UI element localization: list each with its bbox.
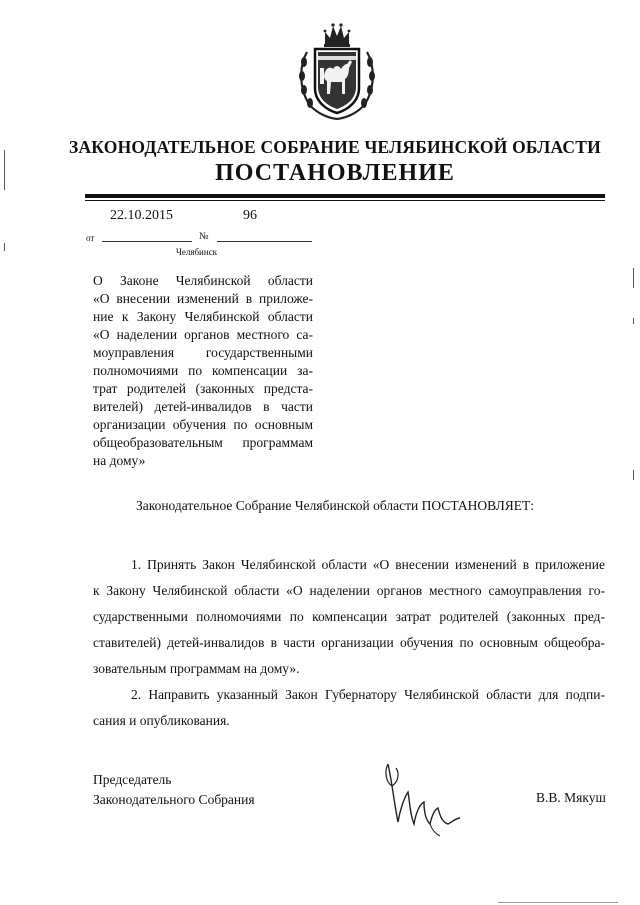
date-label: от	[86, 233, 95, 243]
chelyabinsk-coat-of-arms-icon	[295, 16, 379, 120]
subject-line: вителей) детей-инвалидов в части	[93, 399, 313, 414]
subject-line: моуправления государственными	[93, 345, 313, 360]
body-line: зовательным программам на дому».	[93, 661, 300, 676]
date-line	[102, 241, 192, 242]
document-number: 96	[243, 208, 257, 223]
subject-line: «О наделении органов местного са-	[93, 327, 313, 342]
signatory-name: В.В. Мякуш	[536, 790, 606, 805]
subject-line: организации обучения по основным	[93, 417, 313, 432]
organization-name: ЗАКОНОДАТЕЛЬНОЕ СОБРАНИЕ ЧЕЛЯБИНСКОЙ ОБЛАСТИ	[69, 137, 601, 157]
header-divider	[85, 194, 605, 198]
header-divider	[85, 200, 605, 201]
scan-edge-mark	[498, 902, 618, 903]
scan-edge-mark	[633, 268, 634, 288]
subject-line: ние к Закону Челябинской области	[93, 309, 313, 324]
signatory-position-line: Председатель	[93, 772, 172, 787]
scan-edge-mark	[4, 243, 5, 251]
subject-line: общеобразовательным программам	[93, 435, 313, 450]
body-line: ставителей) детей-инвалидов в части организации обучения по основным общеобра-	[93, 635, 605, 650]
subject-block	[93, 272, 313, 470]
resolves-statement: Законодательное Собрание Челябинской области ПОСТАНОВЛЯЕТ:	[135, 498, 535, 513]
document-title: ПОСТАНОВЛЕНИЕ	[215, 160, 455, 186]
city-label: Челябинск	[176, 247, 218, 257]
subject-line: О Законе Челябинской области	[93, 273, 313, 288]
resolution-body	[93, 552, 605, 734]
signatory-position-line: Законодательного Собрания	[93, 792, 255, 807]
subject-line: трат родителей (законных предста-	[93, 381, 313, 396]
number-label: №	[199, 231, 209, 242]
subject-line: на дому»	[93, 453, 146, 468]
body-line: к Закону Челябинской области «О наделении органов местного самоуправления го-	[93, 583, 605, 598]
subject-line: «О внесении изменений в приложе-	[93, 291, 313, 306]
document-date: 22.10.2015	[110, 208, 173, 223]
signatory-position	[93, 770, 255, 810]
scan-edge-mark	[633, 318, 634, 324]
body-line: сударственными полномочиями по компенсации затрат родителей (законных пред-	[93, 609, 605, 624]
number-line	[217, 241, 312, 242]
scan-edge-mark	[633, 470, 634, 480]
body-line: сания и опубликования.	[93, 713, 230, 728]
subject-line: полномочиями по компенсации за-	[93, 363, 313, 378]
body-line: 2. Направить указанный Закон Губернатору Челябинской области для подпи-	[131, 687, 605, 702]
body-line: 1. Принять Закон Челябинской области «О внесении изменений в приложение	[131, 557, 605, 572]
handwritten-signature	[370, 752, 470, 837]
